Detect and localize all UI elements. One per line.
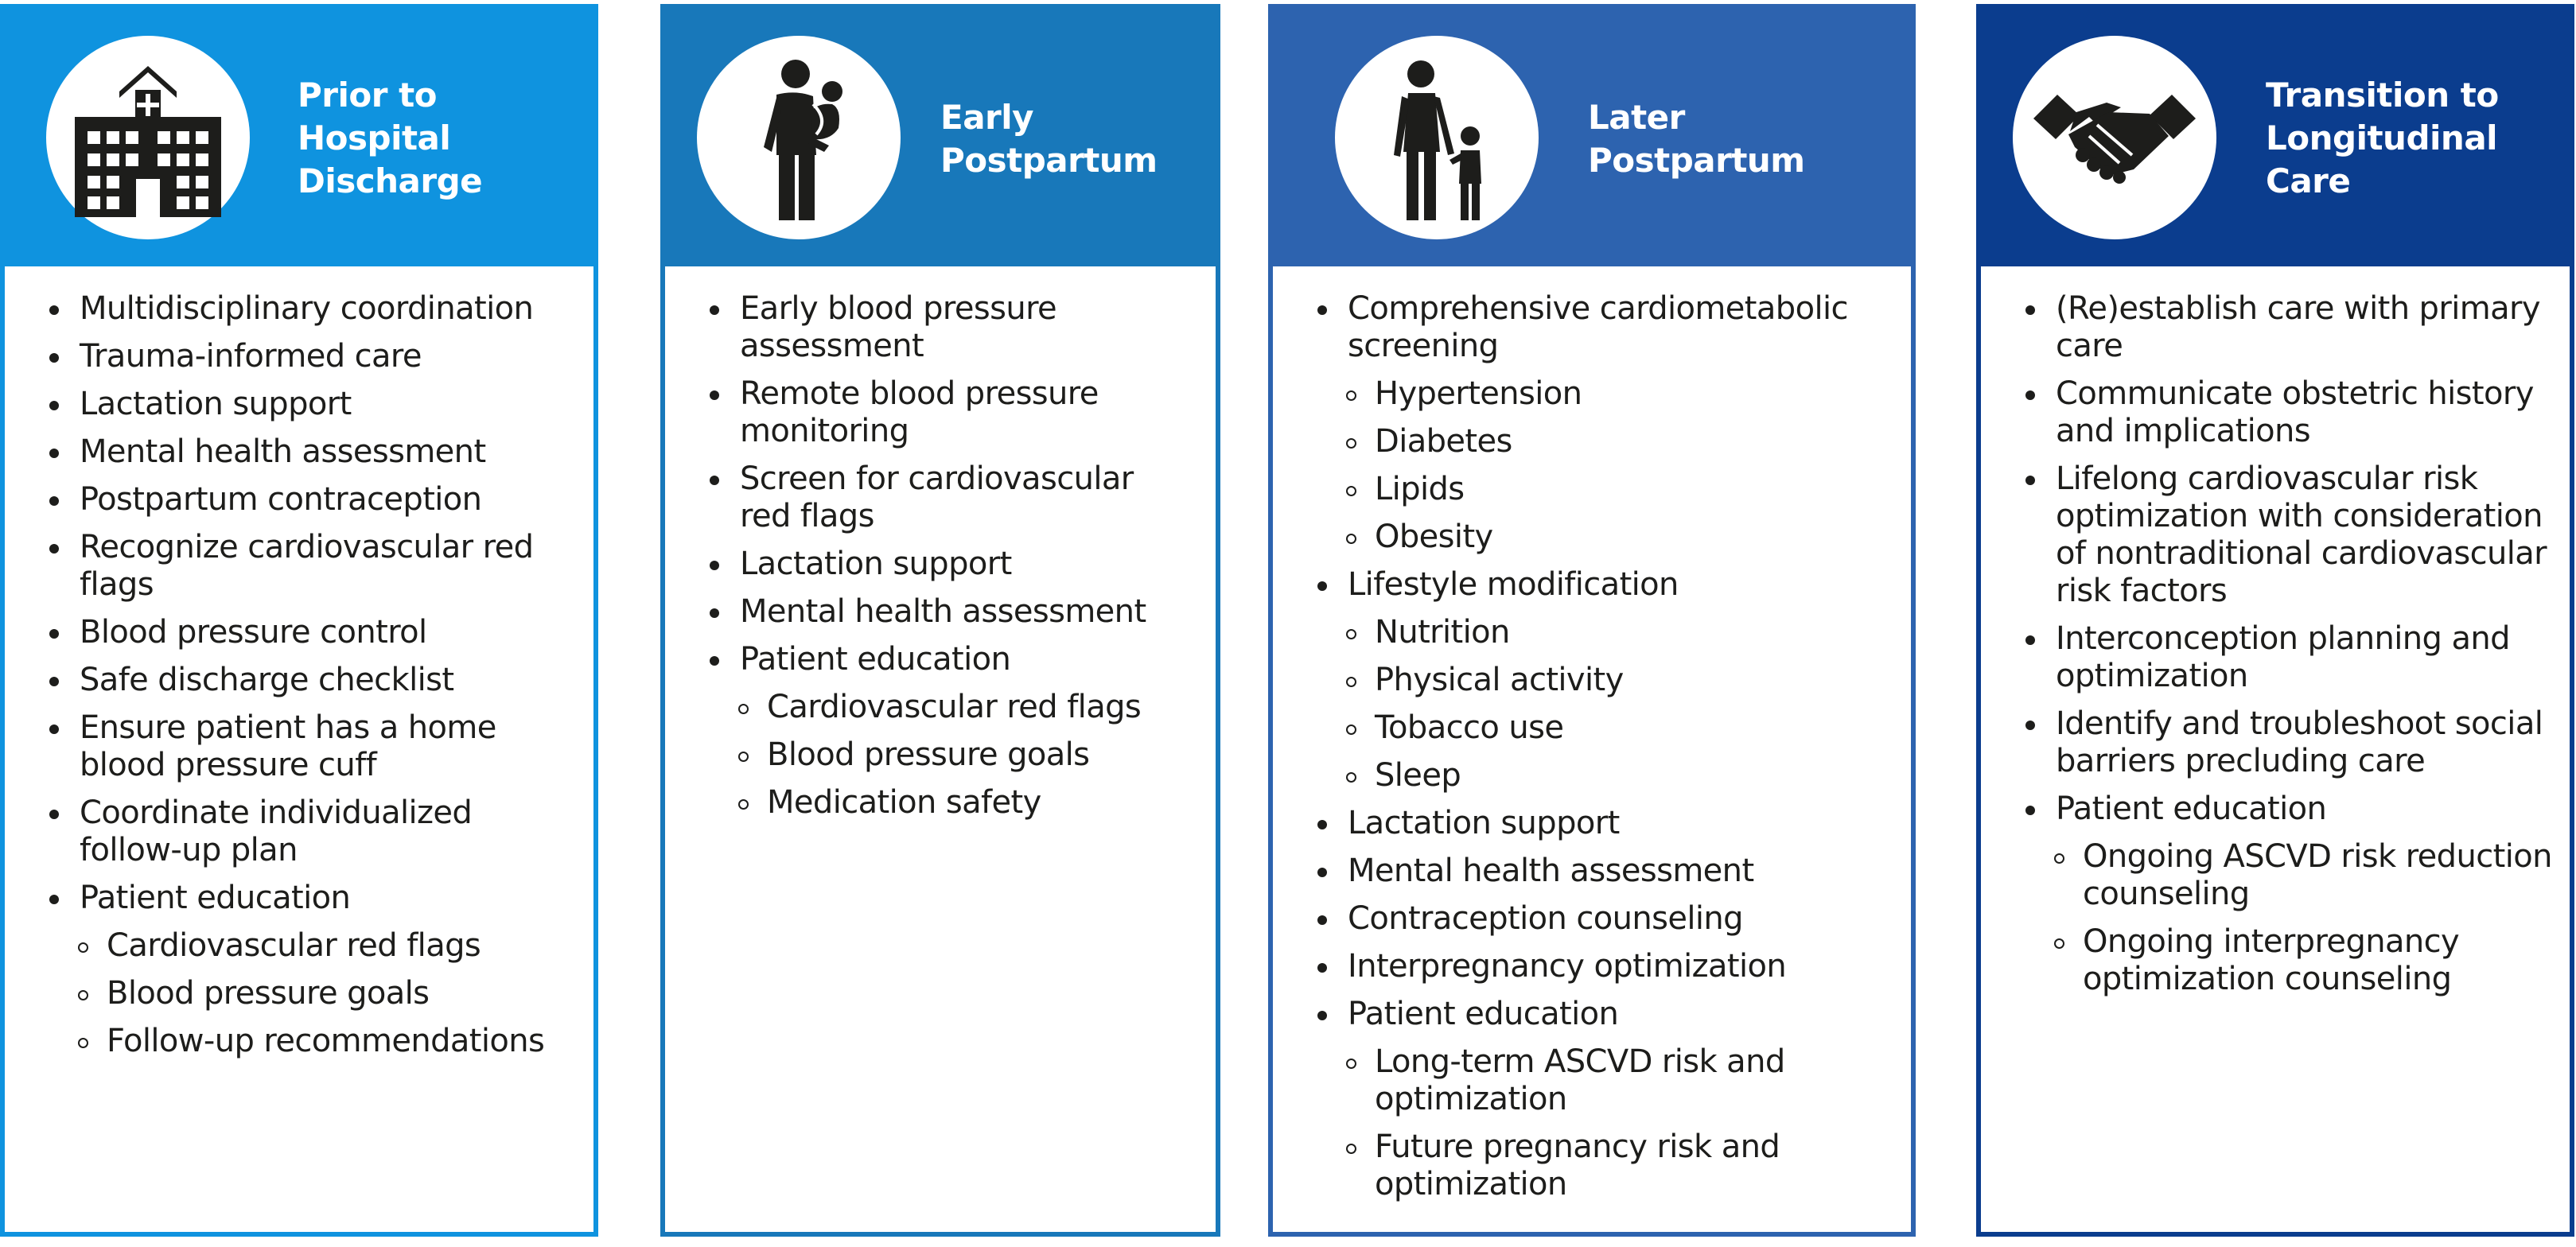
sub-list-item: Blood pressure goals — [45, 975, 554, 1012]
list-item: Lifestyle modification — [1313, 566, 1893, 604]
list-item: Mental health assessment — [705, 593, 1192, 631]
panel-title — [1588, 96, 1805, 182]
parent-with-child-icon — [1335, 36, 1539, 239]
list-item: Lactation support — [705, 546, 1192, 583]
panel-header — [1976, 4, 2574, 266]
sub-list-item: Physical activity — [1313, 662, 1893, 699]
list-item: Lifelong cardiovascular risk optimization with consideration of nontraditional cardiovascular risk factors — [2021, 460, 2552, 610]
list-item: Ensure patient has a home blood pressure cuff — [45, 709, 554, 784]
panel-title-line: Transition to — [2266, 76, 2499, 115]
icon-circle — [1335, 36, 1539, 239]
panel-title-line: Postpartum — [940, 141, 1158, 180]
item-list — [2021, 290, 2552, 1008]
sub-list-item: Medication safety — [705, 784, 1192, 822]
list-item: Multidisciplinary coordination — [45, 290, 554, 328]
list-item: Trauma-informed care — [45, 338, 554, 375]
panel-title — [940, 96, 1158, 182]
sub-list-item: Long-term ASCVD risk and optimization — [1313, 1043, 1893, 1118]
list-item: Patient education — [45, 880, 554, 917]
list-item: Mental health assessment — [1313, 853, 1893, 890]
icon-circle — [697, 36, 901, 239]
sub-list-item: Blood pressure goals — [705, 736, 1192, 774]
list-item: Patient education — [2021, 791, 2552, 828]
sub-list-item: Nutrition — [1313, 614, 1893, 651]
sub-list-item: Diabetes — [1313, 423, 1893, 460]
sub-list-item: Ongoing ASCVD risk reduction counseling — [2021, 838, 2552, 913]
panel-title-line: Later — [1588, 98, 1685, 137]
list-item: Postpartum contraception — [45, 481, 554, 519]
list-item: Patient education — [705, 641, 1192, 678]
panel-header — [0, 4, 598, 266]
list-item: Interpregnancy optimization — [1313, 948, 1893, 985]
list-item: Identify and troubleshoot social barriers precluding care — [2021, 705, 2552, 780]
panel-early-postpartum — [660, 4, 1220, 1237]
panel-title-line: Early — [940, 98, 1034, 137]
list-item: (Re)establish care with primary care — [2021, 290, 2552, 365]
sub-list-item: Ongoing interpregnancy optimization counseling — [2021, 923, 2552, 998]
panel-title — [2266, 74, 2499, 203]
panel-title-line: Postpartum — [1588, 141, 1805, 180]
panel-title-line: Care — [2266, 161, 2351, 200]
list-item: Comprehensive cardiometabolic screening — [1313, 290, 1893, 365]
list-item: Remote blood pressure monitoring — [705, 375, 1192, 450]
list-item: Early blood pressure assessment — [705, 290, 1192, 365]
list-item: Contraception counseling — [1313, 900, 1893, 938]
sub-list-item: Sleep — [1313, 757, 1893, 794]
list-item: Screen for cardiovascular red flags — [705, 460, 1192, 535]
panel-title — [298, 74, 482, 203]
item-list — [1313, 290, 1893, 1214]
sub-list-item: Lipids — [1313, 471, 1893, 508]
parent-holding-infant-icon — [697, 36, 901, 239]
list-item: Mental health assessment — [45, 433, 554, 471]
list-item: Lactation support — [45, 386, 554, 423]
list-item: Patient education — [1313, 996, 1893, 1033]
item-list — [45, 290, 554, 1070]
sub-list-item: Future pregnancy risk and optimization — [1313, 1129, 1893, 1203]
list-item: Blood pressure control — [45, 614, 554, 651]
panel-title-line: Longitudinal — [2266, 118, 2498, 157]
list-item: Safe discharge checklist — [45, 662, 554, 699]
list-item: Recognize cardiovascular red flags — [45, 529, 554, 604]
panel-title-line: Prior to — [298, 76, 438, 115]
icon-circle — [46, 36, 250, 239]
sub-list-item: Hypertension — [1313, 375, 1893, 413]
list-item: Coordinate individualized follow-up plan — [45, 794, 554, 869]
handshake-icon — [2013, 36, 2216, 239]
sub-list-item: Cardiovascular red flags — [705, 689, 1192, 726]
panel-later-postpartum — [1268, 4, 1916, 1237]
panel-header — [660, 4, 1220, 266]
sub-list-item: Tobacco use — [1313, 709, 1893, 747]
panel-transition-to-longitudinal-care — [1976, 4, 2574, 1237]
list-item: Communicate obstetric history and implications — [2021, 375, 2552, 450]
item-list — [705, 290, 1192, 832]
list-item: Lactation support — [1313, 805, 1893, 842]
sub-list-item: Cardiovascular red flags — [45, 927, 554, 965]
sub-list-item: Follow-up recommendations — [45, 1023, 554, 1060]
sub-list-item: Obesity — [1313, 519, 1893, 556]
panel-prior-to-discharge — [0, 4, 598, 1237]
hospital-icon — [46, 36, 250, 239]
list-item: Interconception planning and optimization — [2021, 620, 2552, 695]
panel-title-line: Hospital — [298, 118, 451, 157]
panel-header — [1268, 4, 1916, 266]
icon-circle — [2013, 36, 2216, 239]
panel-title-line: Discharge — [298, 161, 483, 200]
